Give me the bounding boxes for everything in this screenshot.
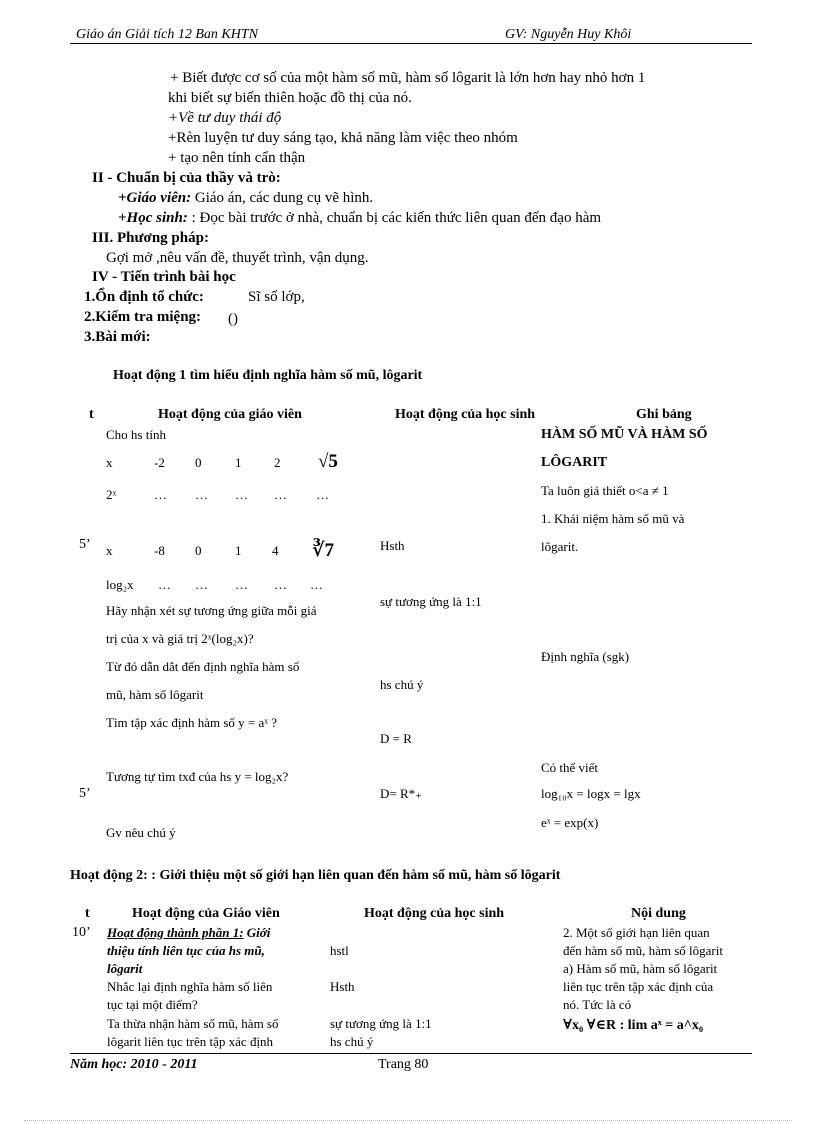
- activity1-teacher-line-4: Từ đó dẫn dắt đến định nghĩa hàm số: [106, 659, 300, 674]
- activity2-teacher-heading-2: thiệu tính liên tục của hs mũ,: [107, 943, 265, 958]
- activity2-content-line-4: liên tục trên tập xác định của: [563, 979, 714, 994]
- process-item-1-text: Sĩ số lớp,: [248, 289, 305, 305]
- prep-teacher-label: +Giáo viên:: [118, 190, 192, 206]
- header-rule: [70, 43, 752, 44]
- activity1-board-line-8: log₁₀x = logx = lgx: [541, 786, 641, 801]
- table-cell: -2: [154, 455, 165, 470]
- table-cell: 2ˣ: [106, 487, 117, 502]
- activity2-title-text: : Giới thiệu một số giới hạn liên quan đến hàm số mũ, hàm số lôgarit: [147, 868, 561, 883]
- activity1-col-student: Hoạt động của học sinh: [395, 407, 536, 422]
- activity1-student-line-4: D = R: [380, 731, 412, 746]
- prep-student-label: +Học sinh:: [118, 210, 188, 226]
- table-cell: log₂x: [106, 577, 134, 592]
- activity2-col-content: Nội dung: [631, 906, 686, 921]
- activity1-teacher-line-3: trị của x và giá trị 2ˣ(log₂x)?: [106, 631, 254, 646]
- activity2-teacher-heading-1: [107, 925, 270, 941]
- activity2-teacher-line-2: tục tại một điểm?: [107, 997, 198, 1012]
- activity2-teacher-line-1: Nhắc lại định nghĩa hàm số liên: [107, 979, 273, 994]
- activity1-teacher-line-6: Tìm tập xác định hàm số y = aˣ ?: [106, 715, 278, 730]
- table-cell: -8: [154, 543, 165, 558]
- activity1-col-teacher: Hoạt động của giáo viên: [158, 407, 302, 422]
- activity2-student-line-3: sự tương ứng là 1:1: [330, 1016, 432, 1031]
- activity1-col-t: t: [89, 407, 94, 422]
- activity2-content-line-1: 2. Một số giới hạn liên quan: [563, 925, 710, 940]
- table-cell: 0: [195, 543, 202, 558]
- activity2-teacher-line-3: Ta thừa nhận hàm số mũ, hàm số: [107, 1016, 279, 1031]
- table-cell: …: [154, 487, 167, 502]
- activity1-teacher-line-1: Cho hs tính: [106, 427, 166, 442]
- intro-line-3: +Về tư duy thái độ: [168, 110, 282, 126]
- page-bottom-border: [24, 1120, 792, 1121]
- activity1-board-line-9: eˣ = exp(x): [541, 815, 599, 830]
- method-title: III. Phương pháp:: [92, 230, 209, 246]
- activity1-board-line-1: HÀM SỐ MŨ VÀ HÀM SỐ: [541, 427, 708, 442]
- activity2-teacher-line-4: lôgarit liên tục trên tập xác định: [107, 1034, 274, 1049]
- activity1-board-line-6: Định nghĩa (sgk): [541, 649, 630, 664]
- footer-year: Năm học: 2010 - 2011: [70, 1057, 198, 1072]
- activity1-title: Hoạt động 1 tìm hiểu định nghĩa hàm số mũ, lôgarit: [113, 368, 423, 383]
- activity1-teacher-line-2: Hãy nhận xét sự tương ứng giữa mỗi giá: [106, 603, 317, 618]
- table-cell: 1: [235, 543, 242, 558]
- sqrt-5-symbol: √5: [318, 451, 338, 472]
- activity2-title: [70, 868, 560, 884]
- intro-line-4: +Rèn luyện tư duy sáng tạo, khả năng làm việc theo nhóm: [168, 130, 518, 146]
- activity2-student-line-4: hs chú ý: [330, 1034, 374, 1049]
- cbrt-7-symbol: ∛7: [312, 540, 334, 561]
- activity2-time: 10’: [72, 925, 91, 940]
- process-item-2-text: (): [228, 311, 238, 327]
- footer-page-number: Trang 80: [378, 1057, 429, 1072]
- activity2-teacher-heading-1a: Hoạt động thành phần 1:: [107, 925, 244, 940]
- intro-line-2: khi biết sự biến thiên hoặc đồ thị của nó.: [168, 90, 412, 106]
- process-item-2-label: 2.Kiểm tra miệng:: [84, 309, 202, 325]
- prep-teacher-text: Giáo án, các dung cụ vẽ hình.: [191, 190, 374, 206]
- prep-student: [118, 210, 601, 227]
- activity2-col-teacher: Hoạt động của Giáo viên: [132, 906, 280, 921]
- activity2-student-line-1: hstl: [330, 943, 349, 958]
- process-item-3-label: 3.Bài mới:: [84, 329, 151, 345]
- limit-formula: ∀x₀ ∀∈R : lim aˣ = a^x₀: [563, 1018, 704, 1033]
- table-cell: …: [310, 577, 323, 592]
- footer-rule: [70, 1053, 752, 1054]
- activity1-time-2: 5’: [79, 786, 91, 801]
- table-cell: x: [106, 543, 113, 558]
- activity2-title-label: Hoạt động 2:: [70, 868, 148, 883]
- activity1-board-line-2: LÔGARIT: [541, 455, 608, 470]
- activity1-student-line-3: hs chú ý: [380, 677, 424, 692]
- prep-title: II - Chuẩn bị của thầy và trò:: [92, 170, 281, 186]
- table-cell: 2: [274, 455, 281, 470]
- table-cell: …: [235, 577, 248, 592]
- process-item-1-label: 1.Ổn định tổ chức:: [84, 289, 204, 305]
- method-text: Gợi mở ,nêu vấn đề, thuyết trình, vận dụng.: [106, 250, 369, 266]
- table-cell: …: [274, 577, 287, 592]
- header-left: Giáo án Giải tích 12 Ban KHTN: [76, 27, 259, 42]
- table-cell: …: [274, 487, 287, 502]
- table-cell: 1: [235, 455, 242, 470]
- table-cell: …: [158, 577, 171, 592]
- prep-teacher: [118, 190, 373, 207]
- activity1-board-line-3: Ta luôn giả thiết o<a ≠ 1: [541, 483, 669, 498]
- process-title: IV - Tiến trình bài học: [92, 269, 236, 285]
- activity2-teacher-heading-1b: Giới: [243, 925, 271, 940]
- activity1-teacher-line-7: Tương tự tìm txđ của hs y = log₂x?: [106, 769, 289, 784]
- activity1-col-board: Ghi bảng: [636, 407, 692, 422]
- activity2-content-line-2: đến hàm số mũ, hàm số lôgarit: [563, 943, 723, 958]
- activity1-teacher-line-8: Gv nêu chú ý: [106, 825, 176, 840]
- activity2-student-line-2: Hsth: [330, 979, 355, 994]
- activity2-content-line-3: a) Hàm số mũ, hàm số lôgarit: [563, 961, 718, 976]
- activity1-board-line-7: Có thể viết: [541, 760, 599, 775]
- intro-line-5: + tạo nên tính cẩn thận: [168, 150, 306, 166]
- activity1-student-line-5: D= R*₊: [380, 786, 423, 801]
- activity2-content-line-5: nó. Tức là có: [563, 997, 632, 1012]
- activity1-teacher-line-5: mũ, hàm số lôgarit: [106, 687, 204, 702]
- activity1-board-line-5: lôgarit.: [541, 539, 579, 554]
- table-cell: 4: [272, 543, 279, 558]
- table-cell: …: [195, 487, 208, 502]
- header-right: GV: Nguyễn Huy Khôi: [505, 27, 632, 42]
- prep-student-text: : Đọc bài trước ở nhà, chuẩn bị các kiến thức liên quan đến đạo hàm: [187, 210, 602, 226]
- table-cell: x: [106, 455, 113, 470]
- activity1-student-line-2: sự tương ứng là 1:1: [380, 594, 482, 609]
- table-cell: …: [316, 487, 329, 502]
- activity1-time-1: 5’: [79, 537, 91, 552]
- table-cell: …: [195, 577, 208, 592]
- intro-line-1: + Biết được cơ số của một hàm số mũ, hàm số lôgarit là lớn hơn hay nhỏ hơn 1: [170, 70, 646, 86]
- table-cell: 0: [195, 455, 202, 470]
- activity1-board-line-4: 1. Khái niệm hàm số mũ và: [541, 511, 685, 526]
- activity1-student-line-1: Hsth: [380, 538, 405, 553]
- activity2-col-t: t: [85, 906, 90, 921]
- activity2-col-student: Hoạt động của học sinh: [364, 906, 505, 921]
- table-cell: …: [235, 487, 248, 502]
- activity2-teacher-heading-3: lôgarit: [107, 961, 143, 976]
